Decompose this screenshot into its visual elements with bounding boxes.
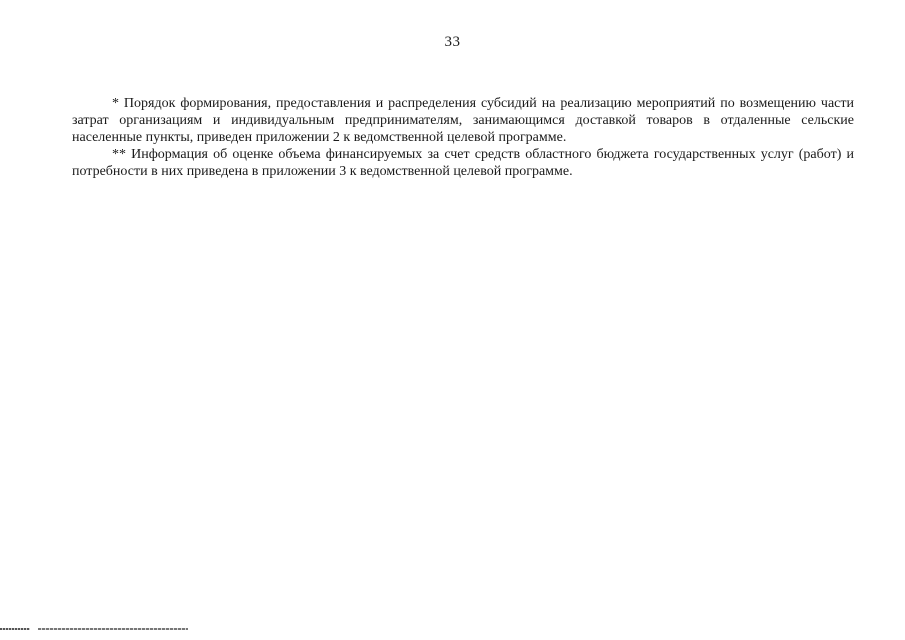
scan-artifact-line — [0, 628, 190, 631]
scan-artifact-segment — [38, 628, 188, 630]
footnotes-block — [72, 95, 854, 180]
scan-artifact-segment — [0, 628, 30, 630]
footnote-subsidy-procedure: * Порядок формирования, предоставления и распределения субсидий на реализацию мероприятий по возмещению части затрат организациям и индивидуальным предпринимателям, занимающимся доставкой товаров в отдаленные сельские населенные пункты, приведен приложении 2 к ведомственной целевой программе. — [72, 96, 854, 145]
page-number: 33 — [444, 34, 461, 50]
footnote-services-assessment: ** Информация об оценке объема финансируемых за счет средств областного бюджета государственных услуг (работ) и потребности в них приведена в приложении 3 к ведомственной целевой программе. — [72, 147, 854, 179]
